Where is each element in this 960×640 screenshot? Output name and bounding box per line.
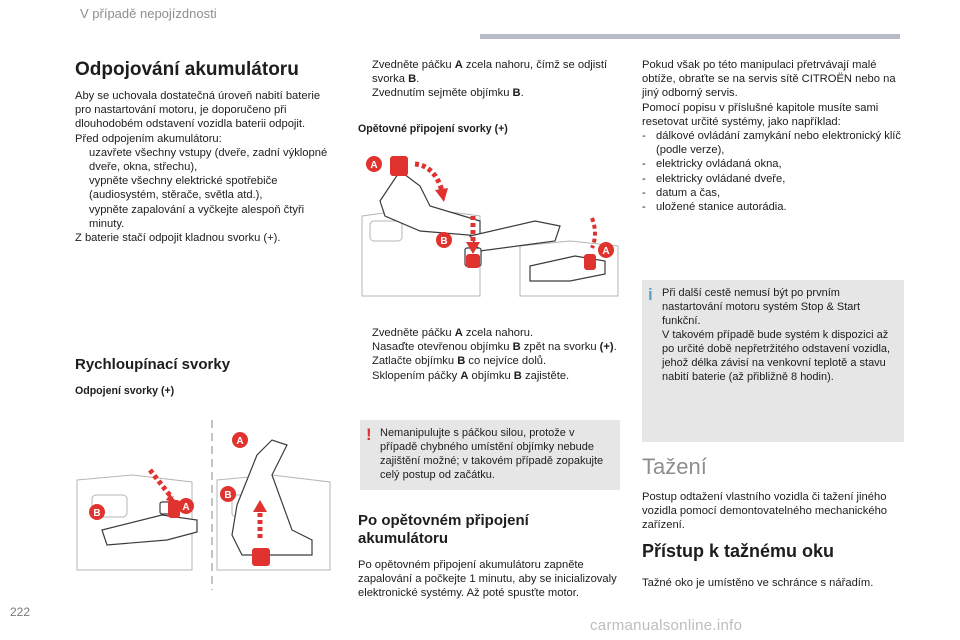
bullet-text: Zvednutím sejměte objímku [372, 87, 513, 100]
warning-icon: ! [366, 425, 372, 444]
lever-highlight-right [584, 254, 596, 270]
bullet-text: . [520, 87, 524, 100]
label-a-right-text: A [602, 246, 610, 257]
dash-item [642, 200, 904, 214]
section-title-after: Po opětovném připojení akumulátoru [358, 512, 529, 547]
paragraph-hook: Tažné oko je umístěno ve schránce s nářadím. [642, 577, 874, 589]
bullet-text: Nasaďte otevřenou objímku [372, 341, 513, 354]
label-a2-text: A [236, 436, 244, 447]
bullet-text: A [454, 59, 463, 71]
section-title-towing: Tažení [642, 454, 707, 479]
clamp-cap-right [252, 548, 270, 566]
clamp-disconnect-illustration [72, 420, 332, 590]
bullet-text: Zvedněte páčku [372, 327, 455, 339]
lever-highlight-left [168, 500, 180, 518]
paragraph-before: Před odpojením akumulátoru: [75, 132, 222, 145]
bullet-item [358, 340, 620, 354]
bullet-text: . [613, 341, 617, 354]
subheading-reconnect: Opětovné připojení svorky (+) [358, 123, 508, 135]
dash-item [642, 157, 904, 171]
bullet-text: zpět na svorku [520, 341, 600, 354]
section-title-hook: Přístup k tažnému oku [642, 541, 835, 561]
info-icon: i [648, 285, 653, 304]
info-text: Při další cestě nemusí být po prvním nastartování motoru systém Stop & Start funkční. V takovém případě bude systém k dispozici až po určité době nepřetržitého odstavení vozidla, jehož délka závisí na venkovní teplotě a stavu nabití baterie (až přibližně 8 hodin). [662, 287, 891, 383]
bullet-text: Sklopením páčky [372, 369, 461, 382]
bullet-text: B [512, 87, 521, 100]
bullet-item [358, 354, 620, 368]
dash-glyph: - [642, 172, 646, 185]
warning-text: Nemanipulujte s páčkou silou, protože v případě chybného umístění objímky nebude zajištění možné; v takovém případě zopakujte celý postup od začátku. [380, 427, 604, 481]
lever-highlight-top [390, 156, 408, 176]
paragraph-closing: Z baterie stačí odpojit kladnou svorku (+). [75, 232, 281, 245]
dash-item [642, 129, 904, 157]
label-a-top-text: A [370, 160, 378, 171]
bullet-text: elektricky ovládaná okna, [656, 158, 782, 171]
label-b-text: B [93, 508, 101, 519]
paragraph-after: Po opětovném připojení akumulátoru zapněte zapalování a počkejte 1 minutu, aby se inicializovaly elektronické systémy. Až poté spusťte motor. [358, 559, 617, 600]
bullet-text: zcela nahoru. [462, 327, 534, 339]
bullet-item [358, 86, 620, 100]
bullet-item [358, 369, 620, 383]
bullet-text: A [454, 327, 463, 339]
dash-glyph: - [642, 130, 646, 143]
paragraph-towing: Postup odtažení vlastního vozidla či tažení jiného vozidla pomocí demontovatelného mechanického zařízení. [642, 491, 888, 532]
bullet-item [75, 203, 337, 231]
dash-glyph: - [642, 186, 646, 199]
bullet-text: objímku [468, 369, 514, 382]
label-b-mid-text: B [440, 236, 448, 247]
bullet-text: dálkové ovládání zamykání nebo elektronický klíč (podle verze), [656, 130, 902, 157]
bullet-text: (+) [599, 341, 614, 354]
bullet-item [75, 174, 337, 202]
bullet-list-top [358, 58, 620, 101]
bullet-text: zcela nahoru, čímž se odjistí svorka [372, 59, 608, 86]
bullet-text: B [512, 341, 521, 354]
watermark: carmanualsonline.info [590, 617, 743, 634]
bullet-text: zajistěte. [521, 369, 570, 382]
section-title-quick: Rychloupínací svorky [75, 356, 231, 373]
column-middle [358, 58, 620, 101]
warning-box [360, 420, 620, 490]
info-box [642, 280, 904, 442]
dash-item [642, 172, 904, 186]
dash-item [642, 186, 904, 200]
label-b2-text: B [224, 490, 232, 501]
bullet-text: B [513, 369, 522, 382]
bullet-text: datum a čas, [656, 186, 721, 199]
bullet-item [358, 326, 620, 340]
bullet-text: uložené stanice autorádia. [656, 201, 787, 214]
dash-glyph: - [642, 201, 646, 214]
bullet-text: vypněte všechny elektrické spotřebiče (audiosystém, stěrače, světla atd.), [89, 175, 278, 202]
bullet-text: Zvedněte páčku [372, 59, 455, 71]
bullet-list-reconnect [358, 326, 620, 383]
header-bar [480, 34, 900, 39]
bullet-text: A [460, 369, 469, 382]
bullet-item [75, 146, 337, 174]
paragraph-intro: Aby se uchovala dostatečná úroveň nabití baterie pro nastartování motoru, je doporučeno při dlouhodobém odstavení vozidla baterii odpojit. [75, 90, 321, 131]
bullet-text: B [457, 355, 466, 368]
subheading-disconnect: Odpojení svorky (+) [75, 385, 175, 397]
terminal-cap-middle [466, 254, 480, 268]
column-right [642, 58, 904, 214]
bullet-text: Zatlačte objímku [372, 355, 458, 368]
paragraph-service: Pokud však po této manipulaci přetrvávají malé obtíže, obraťte se na servis sítě CITROËN nebo na jiný odborný servis. [642, 59, 896, 100]
clamp-reconnect-illustration [360, 146, 620, 311]
bullet-text: B [408, 73, 417, 86]
header-title: V případě nepojízdnosti [80, 6, 217, 21]
dash-glyph: - [642, 158, 646, 171]
section-title-battery: Odpojování akumulátoru [75, 59, 299, 80]
bullet-item [358, 58, 620, 86]
bullet-list [75, 146, 337, 231]
paragraph-reset: Pomocí popisu v příslušné kapitole musíte sami resetovat určité systémy, jako například: [642, 101, 879, 128]
bullet-text: elektricky ovládané dveře, [656, 172, 786, 185]
column-left [75, 58, 337, 245]
page-number: 222 [10, 605, 31, 619]
bullet-text: co nejvíce dolů. [465, 355, 547, 368]
bullet-text: . [416, 73, 420, 86]
label-a-text: A [182, 502, 190, 513]
bullet-text: vypněte zapalování a vyčkejte alespoň čtyři minuty. [89, 203, 305, 230]
dash-list [642, 129, 904, 214]
bullet-text: uzavřete všechny vstupy (dveře, zadní výklopné dveře, okna, střechu), [89, 146, 328, 174]
